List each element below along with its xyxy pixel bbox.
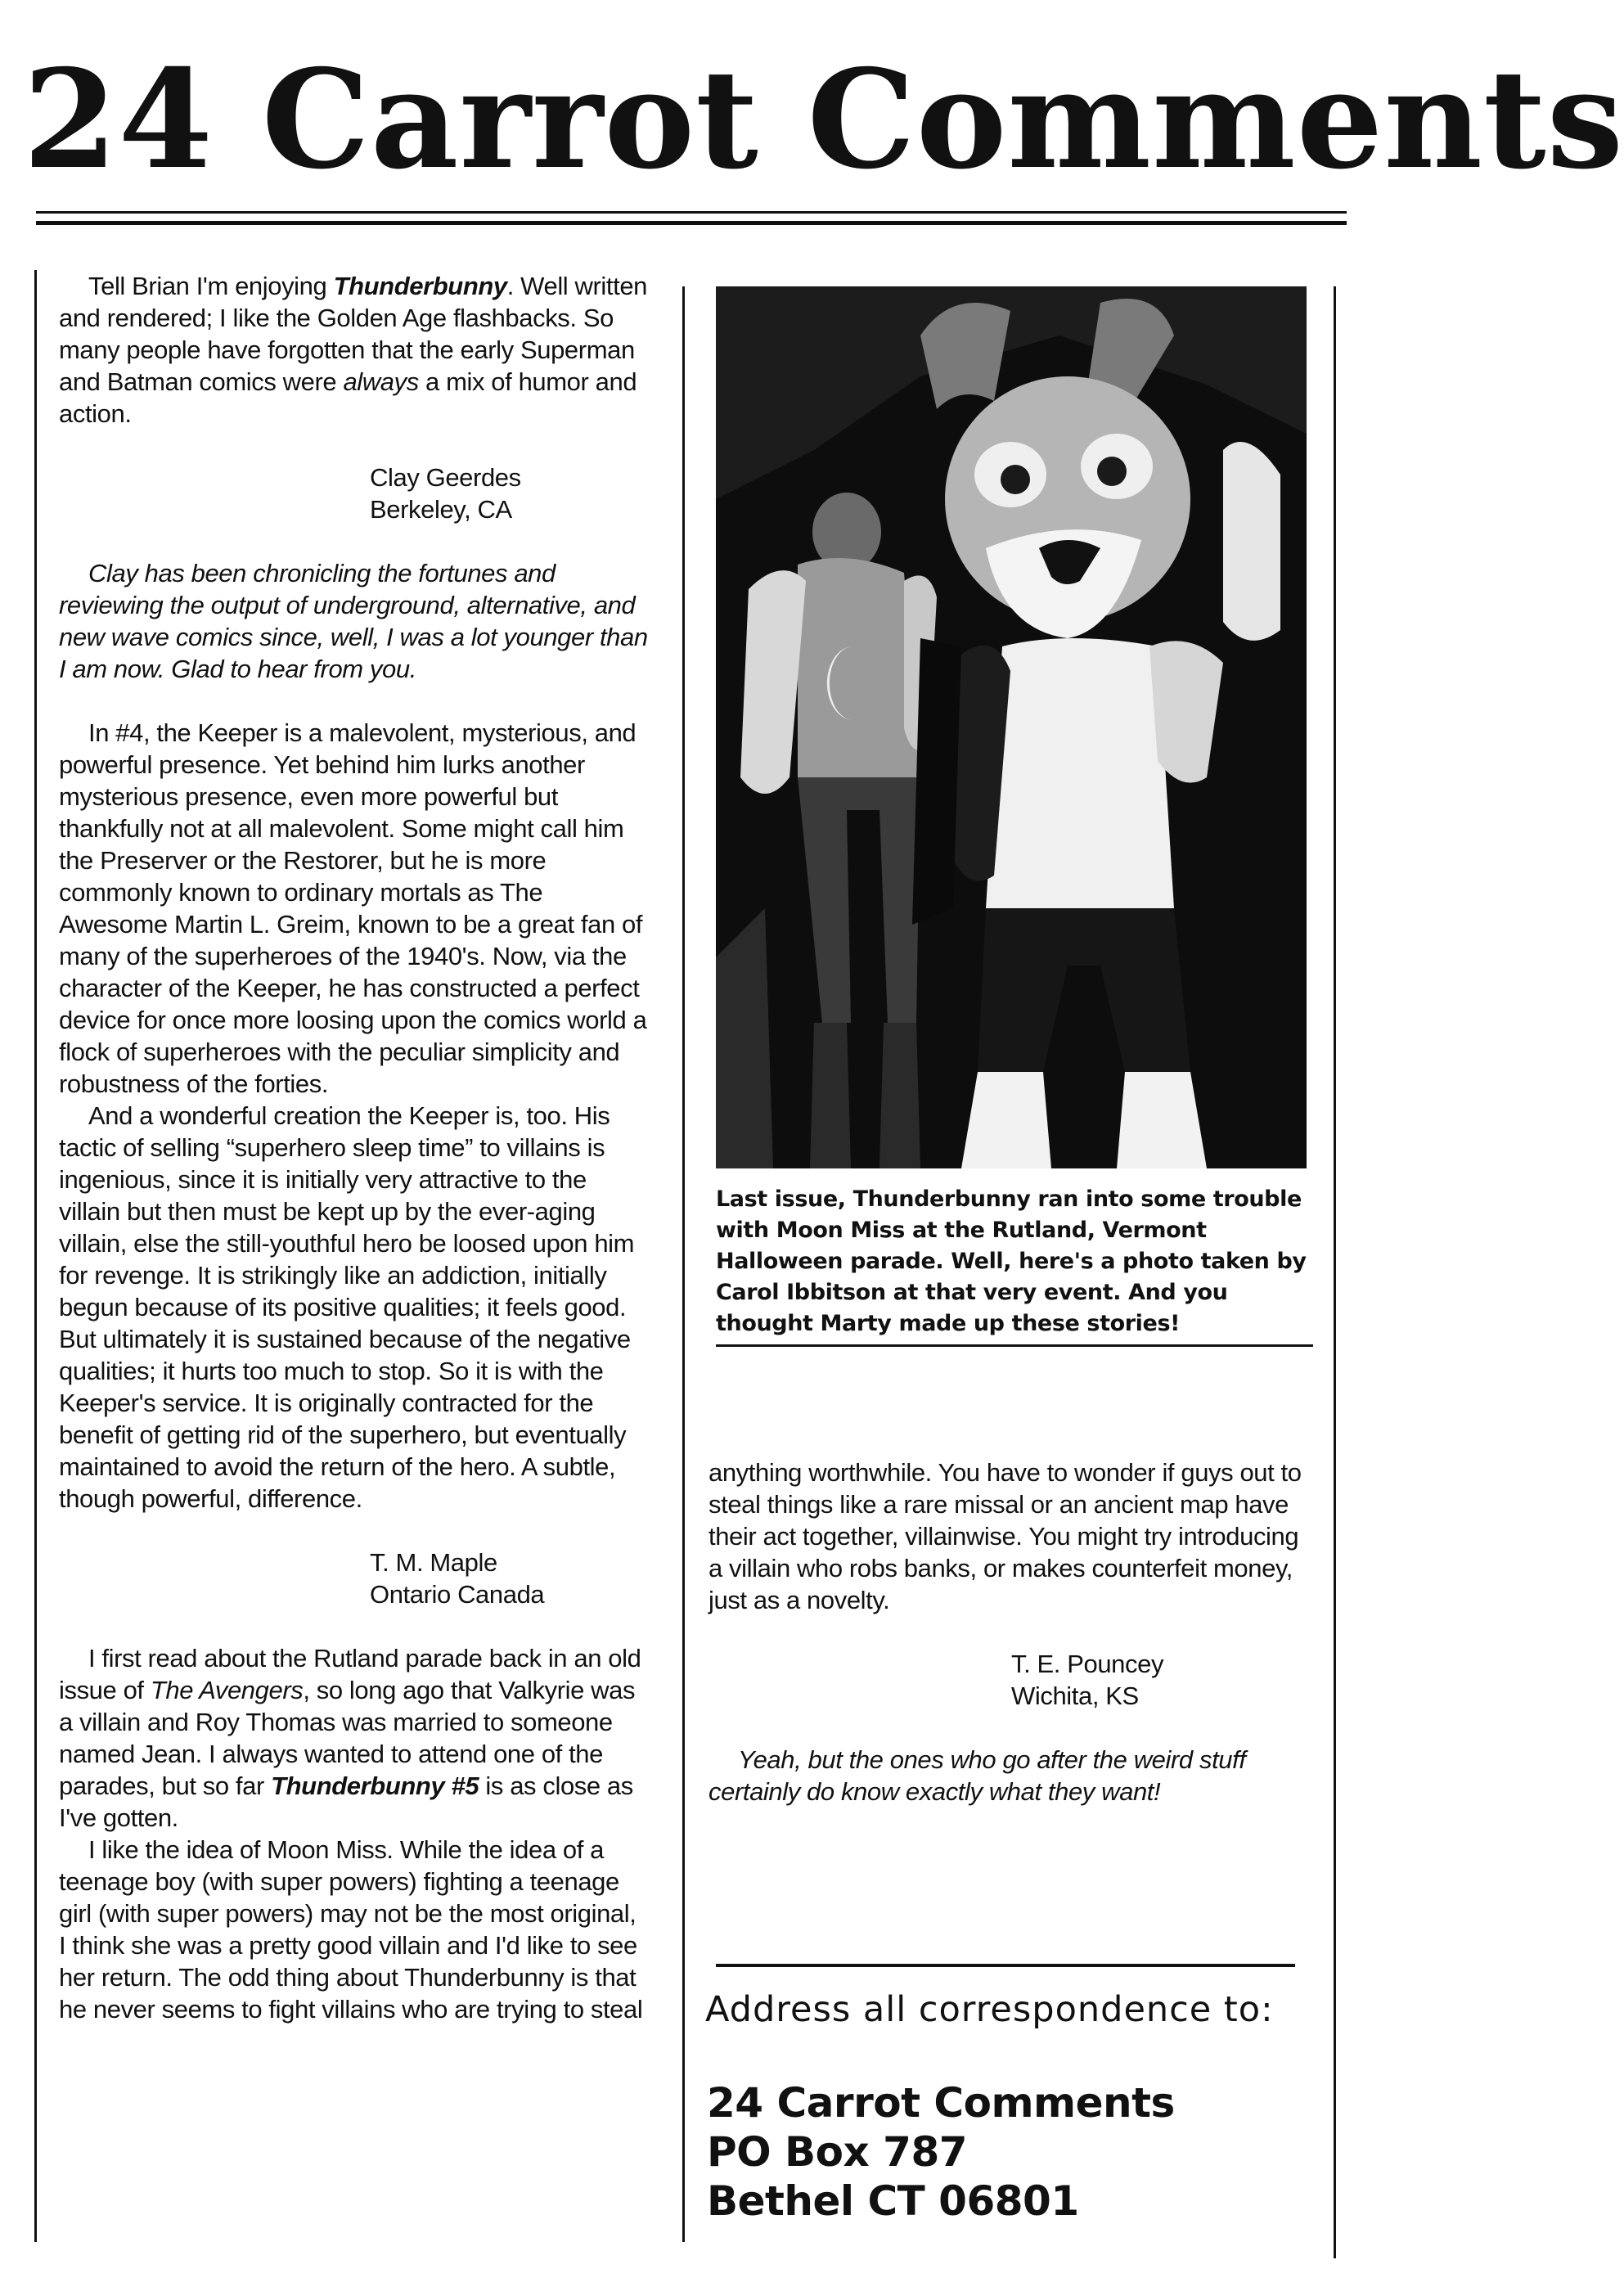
signature-clay-geerdes: Clay Geerdes Berkeley, CA — [370, 463, 521, 524]
title-rule-top — [36, 211, 1347, 214]
editor-response-clay: Clay has been chronicling the fortunes and reviewing the output of underground, alternative, and new wave comics since, well, I was a lot younger than I am now. Glad to hear from you. — [59, 559, 648, 683]
page-title: 24 Carrot Comments — [23, 40, 1624, 200]
address-label: Address all correspondence to: — [705, 1989, 1274, 2030]
mailing-address — [707, 2078, 1329, 2226]
signature-tm-maple: T. M. Maple Ontario Canada — [370, 1548, 545, 1609]
address-line-city: Bethel CT 06801 — [707, 2177, 1079, 2225]
letter-maple-para1: In #4, the Keeper is a malevolent, mysterious, and powerful presence. Yet behind him lurks another mysterious presence, even more powerful but thankfully not at all malevolent. Some might call him the Preserver or the Restorer, but he is more commonly known to ordinary mortals as The Awesome Martin L. Greim, known to be a great fan of many of the superheroes of the 1940's. Now, via the character of the Keeper, he has constructed a perfect device for once more loosing upon the comics world a flock of superheroes with the peculiar simplicity and robustness of the forties. — [59, 718, 647, 1098]
caption-rule — [716, 1344, 1313, 1347]
costume-illustration — [716, 286, 1307, 1168]
column-divider-right — [1334, 286, 1336, 2258]
title-rule-bottom — [36, 221, 1347, 225]
address-line-name: 24 Carrot Comments — [707, 2079, 1175, 2127]
column-divider-left — [34, 270, 37, 2242]
signature-te-pouncey: T. E. Pouncey Wichita, KS — [1011, 1650, 1164, 1710]
letter-maple-para2: And a wonderful creation the Keeper is, too. His tactic of selling “superhero sleep time” to villains is ingenious, since it is initially very attractive to the villain but then must be kept up by the ever-aging villain, else the still-youthful hero be loosed upon him for revenge. It is strikingly like an addiction, initially begun because of its positive qualities; it feels good. But ultimately it is sustained because of the negative qualities; it hurts too much to stop. So it is with the Keeper's service. It is originally contracted for the benefit of getting rid of the superhero, but eventually maintained to avoid the return of the hero. A subtle, though powerful, difference. — [59, 1101, 635, 1513]
right-column — [709, 1456, 1314, 1808]
letter-rutland-para2: I like the idea of Moon Miss. While the idea of a teenage boy (with super powers) fighting a teenage girl (with super powers) may not be the most original, I think she was a pretty good villain and I'd like to see her return. The odd thing about Thunderbunny is that he never seems to fight villains who are trying to steal — [59, 1835, 643, 2024]
letter-rutland-continuation: anything worthwhile. You have to wonder if guys out to steal things like a rare missal or an ancient map have their act together, villainwise. You might try introducing a villain who robs banks, or makes counterfeit money, just as a novelty. — [709, 1458, 1302, 1614]
address-line-box: PO Box 787 — [707, 2128, 968, 2176]
letter-rutland-para1: I first read about the Rutland parade back in an old issue of The Avengers, so long ago that Valkyrie was a villain and Roy Thomas was married to someone named Jean. I always wanted to attend one of the parades, but so far Thunderbunny #5 is as close as I've gotten. — [59, 1644, 641, 1832]
left-column — [59, 270, 648, 2025]
photo-caption: Last issue, Thunderbunny ran into some trouble with Moon Miss at the Rutland, Vermont Halloween parade. Well, here's a photo taken by Carol Ibbitson at that very event. And you thought Marty made up these stories! — [716, 1186, 1307, 1336]
editor-response-pouncey: Yeah, but the ones who go after the weird stuff certainly do know exactly what they want! — [709, 1745, 1246, 1806]
parade-photo — [716, 286, 1307, 1168]
letter-clay-geerdes: Tell Brian I'm enjoying Thunderbunny. Well written and rendered; I like the Golden Age flashbacks. So many people have forgotten that the early Superman and Batman comics were always a mix of humor and action. — [59, 272, 648, 428]
address-rule — [716, 1964, 1295, 1967]
column-divider-middle — [682, 286, 685, 2242]
